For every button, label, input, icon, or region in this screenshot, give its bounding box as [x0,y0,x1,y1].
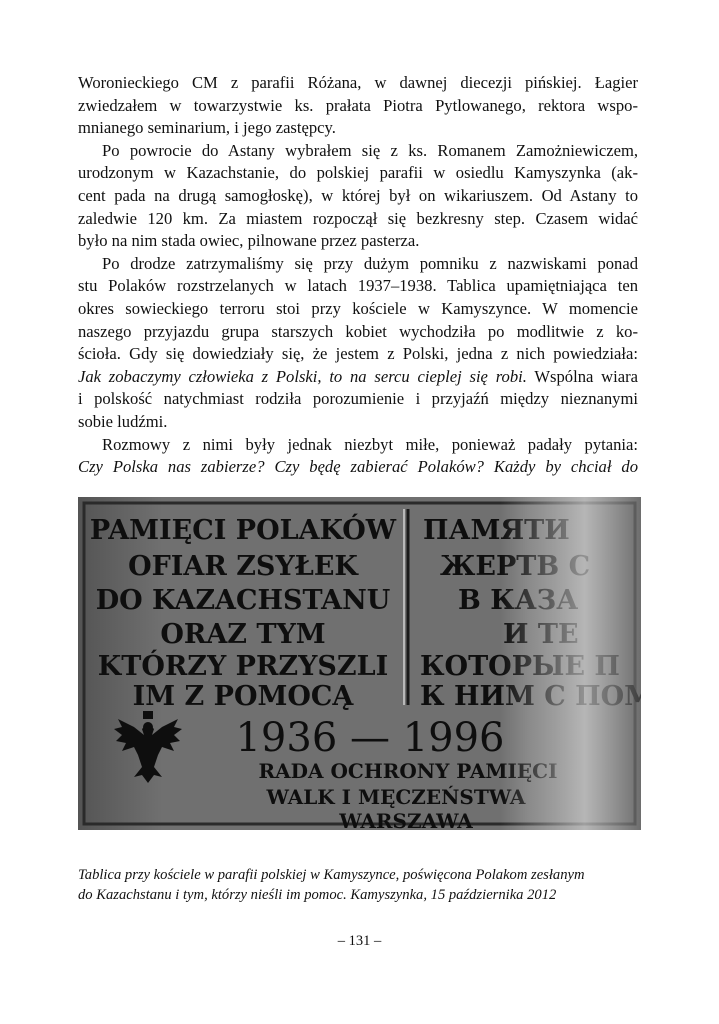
text-line: zaledwie 120 km. Za miastem rozpoczął się bezkresny step. Czasem widać [78,208,638,228]
text-line: i polskość natychmiast rodziła porozumienie i przyjaźń między nieznanymi [78,389,638,409]
text-line: Rozmowy z nimi były jednak niezbyt miłe, ponieważ padały pytania: [102,434,638,454]
text-line: Po powrocie do Astany wybrałem się z ks. Romanem Zamożniewiczem, [102,140,638,160]
caption-line: do Kazachstanu i tym, którzy nieśli im pomoc. Kamyszynka, 15 października 2012 [78,887,557,903]
text-line: ścioła. Gdy się dowiedziały się, że jestem z Polski, jedna z nich powiedziała: [78,344,638,364]
paragraph-1 [78,72,638,140]
memorial-plaque-photo [78,497,641,830]
text-line: naszego przyjazdu grupa starszych kobiet wychodziła po modlitwie z ko- [78,321,638,341]
photo-caption [78,865,641,905]
text-line: okres sowieckiego terroru stoi przy kościele w Kamyszynce. W momencie [78,298,638,318]
text-line: Woronieckiego CM z parafii Różana, w dawnej diecezji pińskiej. Łagier [78,73,638,92]
paragraph-3 [78,253,638,434]
paragraph-2 [78,140,638,253]
page-number: – 131 – [337,933,382,949]
text-line: Po drodze zatrzymaliśmy się przy dużym pomniku z nazwiskami ponad [102,253,638,273]
quote-italic: Jak zobaczymy człowieka z Polski, to na sercu cieplej się robi. [78,366,527,386]
text-line: stu Polaków rozstrzelanych w latach 1937–1938. Tablica upamiętniająca ten [78,276,638,296]
text-line-mixed [78,366,638,389]
text-line: urodzonym w Kazachstanie, do polskiej parafii w osiedlu Kamyszynka (ak- [78,163,638,183]
paragraph-4 [78,434,638,479]
text-line: cent pada na drugą samogłoskę), w której był on wikariuszem. Od Astany to [78,185,638,205]
text-line: zwiedzałem w towarzystwie ks. prałata Piotra Pytlowanego, rektora wspo- [78,95,638,115]
quote-italic: Czy Polska nas zabierze? Czy będę zabierać Polaków? Każdy by chciał do [78,457,638,477]
text-line: było na nim stada owiec, pilnowane przez pasterza. [78,231,420,251]
text-line: sobie ludźmi. [78,411,168,431]
plaque-drawing [78,497,641,830]
caption-line: Tablica przy kościele w parafii polskiej w Kamyszynce, poświęcona Polakom zesłanym [78,867,585,883]
text-fragment: Wspólna wiara [526,366,638,386]
text-line: mnianego seminarium, i jego zastępcy. [78,118,336,138]
body-text [78,72,638,479]
